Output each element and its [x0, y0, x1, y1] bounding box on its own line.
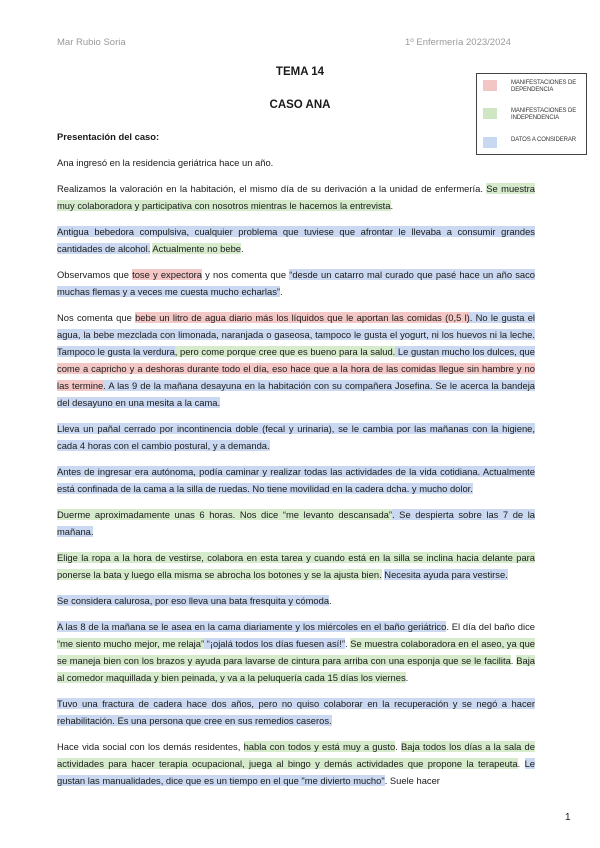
- highlight-red: come a capricho y a deshoras durante todo el día, eso hace que a la hora de las comidas llegue sin hambre y no las termine: [57, 363, 535, 391]
- case-paragraph: [57, 223, 535, 257]
- case-paragraph: [57, 309, 535, 411]
- text-segment: .: [517, 758, 525, 769]
- highlight-green: habla con todos y está muy a gusto: [243, 741, 396, 752]
- case-paragraph: [57, 592, 535, 609]
- highlight-blue: Necesita ayuda para vestirse.: [384, 569, 508, 580]
- page-title: TEMA 14: [275, 66, 325, 78]
- text-segment: . El día del baño dice: [446, 621, 535, 632]
- text-segment: .: [510, 655, 517, 666]
- text-segment: .: [345, 638, 351, 649]
- highlight-red: tose y expectora: [132, 269, 203, 280]
- highlight-green: Se muestra muy colaboradora y participativa con nosotros mientras le hacemos la entrevista: [57, 183, 535, 211]
- highlight-blue: Antes de ingresar era autónoma, podía caminar y realizar todas las actividades de la vida cotidiana. Actualmente está confinada de la cama a la silla de ruedas. No tiene movilidad en la cadera dcha. y mucho dolor.: [57, 466, 535, 494]
- text-segment: .: [405, 672, 409, 683]
- highlight-blue: . A las 9 de la mañana desayuna en la habitación con su compañera Josefina. Se le acerca la bandeja del desayuno en una mesita a la cama.: [57, 380, 535, 408]
- case-paragraph: [57, 180, 535, 214]
- highlight-blue: . No le gusta el agua, la bebe mezclada con limonada, naranjada o gaseosa, tampoco le gusta el yogurt, ni los huevos ni la leche. Tampoco le gusta la verdura: [57, 312, 535, 357]
- text-segment: Observamos que: [57, 269, 133, 280]
- highlight-green: Se muestra colaboradora en el aseo, ya que se maneja bien con los brazos y ayuda para lavarse de cintura para arriba con una esponja que se le facilita: [57, 638, 535, 666]
- legend-swatch-red: [483, 80, 497, 91]
- highlight-green: Duerme aproximadamente unas 6 horas. Nos dice “me levanto descansada”: [57, 509, 393, 520]
- legend-swatch-green: [483, 108, 497, 119]
- highlight-blue: “desde un catarro mal curado que pasé hace un año saco muchas flemas y a veces me cuesta mucho echarlas”: [57, 269, 536, 297]
- highlight-green: Actualmente no bebe: [152, 243, 241, 254]
- case-paragraphs: [57, 154, 535, 789]
- case-paragraph: [57, 420, 535, 454]
- case-paragraph: [57, 506, 535, 540]
- text-segment: .: [390, 200, 394, 211]
- highlight-green: “me siento mucho mejor, me relaja”: [57, 638, 205, 649]
- highlight-green: Baja todos los días a la sala de actividades para hacer terapia ocupacional, juega al bingo y demás actividades que propone la terapeuta: [57, 741, 535, 769]
- page-number: 1: [565, 812, 571, 823]
- highlight-blue: . Se despierta sobre las 7 de la mañana.: [57, 509, 535, 537]
- highlight-blue: “¡ojalá todos los días fuesen así!”: [204, 638, 346, 649]
- highlight-blue: Lleva un pañal cerrado por incontinencia doble (fecal y urinaria), se le cambia por las mañanas con la higiene, cada 4 horas con el cambio postural, y a demanda.: [57, 423, 535, 451]
- case-paragraph: [57, 154, 535, 171]
- highlight-blue: Tuvo una fractura de cadera hace dos años, pero no quiso colaborar en la recuperación y se negó a hacer rehabilitación. Es una persona que cree en sus remedios caseros.: [57, 698, 535, 726]
- highlight-green: , pero come porque cree que es bueno para la salud.: [174, 346, 396, 357]
- legend-label: DATOS A CONSIDERAR: [511, 137, 576, 143]
- text-segment: Realizamos la valoración en la habitación, el mismo día de su derivación a la unidad de enfermería.: [57, 183, 487, 194]
- highlight-blue: Se considera calurosa, por eso lleva una bata fresquita y cómoda: [57, 595, 330, 606]
- text-segment: Nos comenta que: [57, 312, 136, 323]
- header-course: 1º Enfermería 2023/2024: [405, 37, 511, 48]
- highlight-blue: Le gustan mucho los dulces, que: [395, 346, 535, 357]
- case-content: [57, 128, 535, 798]
- highlight-green: Baja al comedor maquillada y bien peinada, y va a la peluquería cada 15 días los viernes: [57, 655, 535, 683]
- text-segment: . Suele hacer: [384, 775, 440, 786]
- highlight-blue: Le gustan las manualidades, dice que es un tiempo en el que "me divierto mucho": [57, 758, 535, 786]
- legend-label: MANIFESTACIONES DE INDEPENDENCIA: [511, 108, 577, 121]
- case-paragraph: [57, 695, 535, 729]
- page-subtitle: CASO ANA: [269, 99, 331, 111]
- case-paragraph: [57, 266, 535, 300]
- case-paragraph: [57, 549, 535, 583]
- case-paragraph: [57, 618, 535, 686]
- text-segment: y nos comenta que: [202, 269, 290, 280]
- header-author: Mar Rubio Soria: [57, 37, 126, 48]
- section-heading: Presentación del caso:: [57, 131, 160, 142]
- highlight-blue: Antigua bebedora compulsiva, cualquier problema que tuviese que afrontar le llevaba a consumir grandes cantidades de alcohol.: [57, 226, 535, 254]
- highlight-red: bebe un litro de agua diario más los líquidos que le aportan las comidas (0,5 l): [135, 312, 470, 323]
- legend-item-independencia: [483, 108, 581, 119]
- text-segment: Hace vida social con los demás residentes,: [57, 741, 244, 752]
- text-segment: .: [280, 286, 283, 297]
- highlight-green: Elige la ropa a la hora de vestirse, colabora en esta tarea y cuando está en la silla se inclina hacia delante para ponerse la bata y luego ella misma se abrocha los botones y se la ajusta bien.: [57, 552, 535, 580]
- text-segment: Ana ingresó en la residencia geriátrica hace un año.: [57, 157, 274, 168]
- text-segment: .: [395, 741, 402, 752]
- case-paragraph: [57, 463, 535, 497]
- text-segment: .: [329, 595, 332, 606]
- legend-item-dependencia: [483, 80, 581, 91]
- highlight-blue: A las 8 de la mañana se le asea en la cama diariamente y los miércoles en el baño geriátrico: [57, 621, 447, 632]
- text-segment: .: [241, 243, 244, 254]
- case-paragraph: [57, 738, 535, 789]
- legend-label: MANIFESTACIONES DE DEPENDENCIA: [511, 80, 577, 93]
